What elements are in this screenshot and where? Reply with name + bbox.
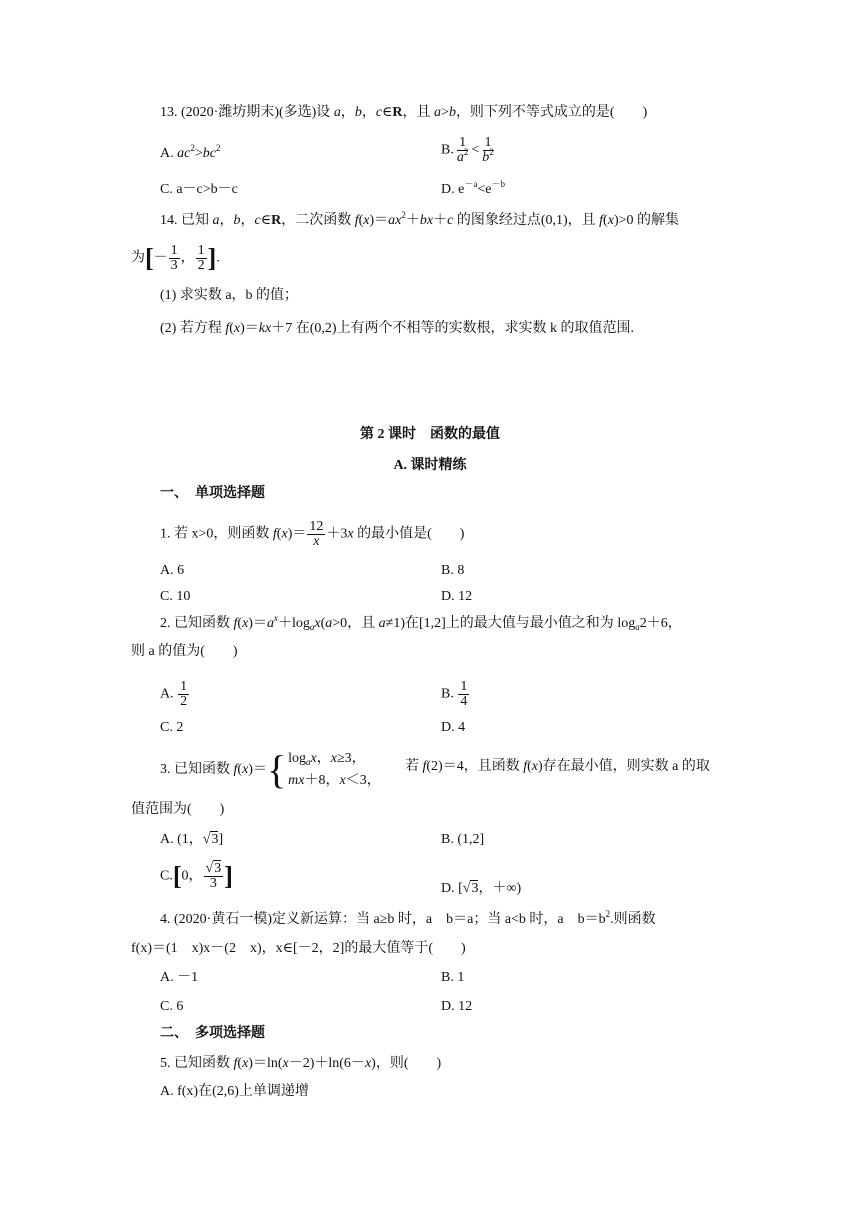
single-choice-heading: 一、 单项选择题 (160, 486, 265, 501)
q14-interval: 为[－ $\frac{1}{3}$ ， $\frac{1}{2}$ ]. (131, 243, 220, 273)
q5-stem: 5. 已知函数 f(x)＝ln(x－2)＋ln(6－x)，则( ) (160, 1056, 442, 1071)
q2-line2: 则 a 的值为( ) (131, 644, 238, 659)
q1-option-a: A. 6 (160, 563, 185, 578)
q2-option-a: A. $\frac{1}{2}$ (160, 679, 188, 709)
q14-part2: (2) 若方程 f(x)＝kx＋7 在(0,2)上有两个不相等的实数根，求实数 k 的取值范围. (160, 321, 635, 336)
piecewise-function: { $\log_ax$，x≥3， mx＋8，x＜3， (266, 747, 381, 792)
multi-choice-heading: 二、 多项选择题 (160, 1026, 265, 1041)
q14-part1: (1) 求实数 a，b 的值； (160, 288, 299, 303)
q3-line2: 值范围为( ) (131, 802, 225, 817)
q4-stem: 4. (2020·黄石一模)定义新运算：当 a≥b 时，a b＝a；当 a<b 时，a $b=b^2$.则函数 (160, 909, 656, 927)
q3-option-d: D. [√3，＋∞) (441, 881, 522, 896)
q4-line2: f(x)＝(1 x)x－(2 x)，x∈[－2，2]的最大值等于( ) (131, 941, 466, 956)
q4-option-d: D. 12 (441, 999, 473, 1014)
q3-stem: 3. 已知函数 f(x)＝ { $\log_ax$，x≥3， mx＋8，x＜3， (160, 747, 381, 792)
q14-stem: 14. 已知 a，b，c∈R，二次函数 $f(x)=ax^2+bx+c$ 的图象经过点(0,1)，且 f(x)>0 的解集 (160, 210, 679, 228)
q13-option-b: B. $\frac{1}{a^2}$ < $\frac{1}{b^2}$ (441, 135, 494, 165)
q3-stem-cont: 若 f(2)＝4，且函数 f(x)存在最小值，则实数 a 的取 (405, 759, 710, 774)
q2-option-b: B. $\frac{1}{4}$ (441, 679, 468, 709)
q1-option-b: B. 8 (441, 563, 465, 578)
q3-option-a: A. (1，√3] (160, 832, 224, 847)
q1-stem: 1. 若 x>0，则函数 f(x)＝ $\frac{12}{x}$ ＋3x 的最小值是( ) (160, 519, 465, 549)
q4-option-b: B. 1 (441, 970, 465, 985)
q5-option-a: A. f(x)在(2,6)上单调递增 (160, 1084, 309, 1099)
q2-stem: 2. 已知函数 $f(x)=a^x+\log_ax(a>0$，且 a≠1)在[1,2]上的最大值与最小值之和为 $\log_a2+6$， (160, 613, 682, 632)
q2-option-c: C. 2 (160, 720, 184, 735)
lesson-title: 第 2 课时 函数的最值 (360, 427, 500, 442)
q1-option-d: D. 12 (441, 589, 473, 604)
q13-option-d: D. $e^{-a}<e^{-b}$ (441, 179, 505, 197)
q13-option-a: A. $ac^2>bc^2$ (160, 143, 221, 161)
q4-option-c: C. 6 (160, 999, 184, 1014)
q13-option-c: C. a－c>b－c (160, 182, 238, 197)
q3-option-b: B. (1,2] (441, 832, 485, 847)
q4-option-a: A. －1 (160, 970, 199, 985)
lesson-subtitle: A. 课时精练 (393, 458, 467, 473)
q2-option-d: D. 4 (441, 720, 466, 735)
q1-option-c: C. 10 (160, 589, 191, 604)
q3-option-c: C.[0， $\frac{√3}{3}$ ] (160, 861, 233, 891)
q13-stem: 13. (2020·潍坊期末)(多选)设 a，b，c∈R，且 a>b，则下列不等式成立的是( ) (160, 105, 648, 120)
